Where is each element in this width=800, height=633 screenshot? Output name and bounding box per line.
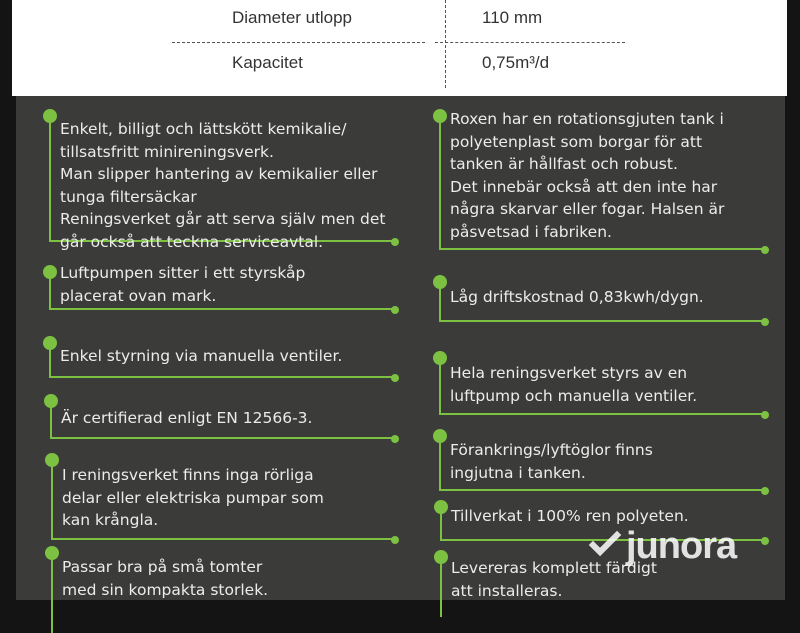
feature-item xyxy=(440,436,765,491)
feature-text: Förankrings/lyftöglor finns ingjutna i tanken. xyxy=(450,441,653,482)
feature-text: Roxen har en rotationsgjuten tank i polyetenplast som borgar för att tanken är hållfast och robust. Det innebär också att den inte har några skarvar eller fogar. Halsen är påsvetsad i fabriken. xyxy=(450,110,725,241)
feature-text: Är certifierad enligt EN 12566-3. xyxy=(61,409,313,427)
bullet-dot-icon xyxy=(433,351,447,365)
check-icon xyxy=(589,524,622,557)
feature-item xyxy=(50,116,395,251)
feature-text: Hela reningsverket styrs av en luftpump och manuella ventiler. xyxy=(450,364,698,405)
feature-item xyxy=(52,553,395,633)
feature-text: Luftpumpen sitter i ett styrskåp placerat ovan mark. xyxy=(60,264,306,305)
feature-text: Tillverkat i 100% ren polyeten. xyxy=(451,507,689,525)
feature-item xyxy=(52,460,395,540)
bullet-dot-icon xyxy=(433,429,447,443)
spec-value: 110 mm xyxy=(482,8,543,27)
feature-text: Passar bra på små tomter med sin kompakta storlek. xyxy=(62,558,269,599)
row-divider xyxy=(172,42,425,43)
feature-text: Låg driftskostnad 0,83kwh/dygn. xyxy=(450,288,704,306)
feature-item xyxy=(50,264,395,310)
bullet-dot-icon xyxy=(43,336,57,350)
junora-logo xyxy=(590,525,736,568)
feature-text: Enkelt, billigt och lättskött kemikalie/ tillsatsfritt minireningsverk. Man slipper hantering av kemikalier eller tunga filtersäckar Reningsverket går att serva själv men det går också att teckna serviceavtal. xyxy=(60,120,386,251)
feature-item xyxy=(440,282,765,322)
bullet-dot-icon xyxy=(433,275,447,289)
feature-item xyxy=(440,110,765,250)
bullet-dot-icon xyxy=(44,394,58,408)
column-divider xyxy=(445,0,446,88)
feature-text: Levereras komplett färdigt att installeras. xyxy=(451,559,657,600)
bullet-dot-icon xyxy=(434,500,448,514)
bullet-dot-icon xyxy=(45,453,59,467)
spec-label: Kapacitet xyxy=(232,53,303,72)
bullet-dot-icon xyxy=(43,109,57,123)
row-divider xyxy=(435,42,625,43)
feature-text: I reningsverket finns inga rörliga delar eller elektriska pumpar som kan krångla. xyxy=(62,466,324,529)
spec-table xyxy=(12,0,787,96)
feature-item xyxy=(51,401,395,439)
bullet-dot-icon xyxy=(45,546,59,560)
feature-item xyxy=(50,343,395,378)
feature-item xyxy=(440,358,765,415)
spec-label: Diameter utlopp xyxy=(232,8,353,27)
bullet-dot-icon xyxy=(43,265,57,279)
logo-text: junora xyxy=(626,525,737,567)
spec-value: 0,75m³/d xyxy=(482,53,550,72)
bullet-dot-icon xyxy=(433,109,447,123)
feature-text: Enkel styrning via manuella ventiler. xyxy=(60,347,343,365)
bullet-dot-icon xyxy=(434,550,448,564)
